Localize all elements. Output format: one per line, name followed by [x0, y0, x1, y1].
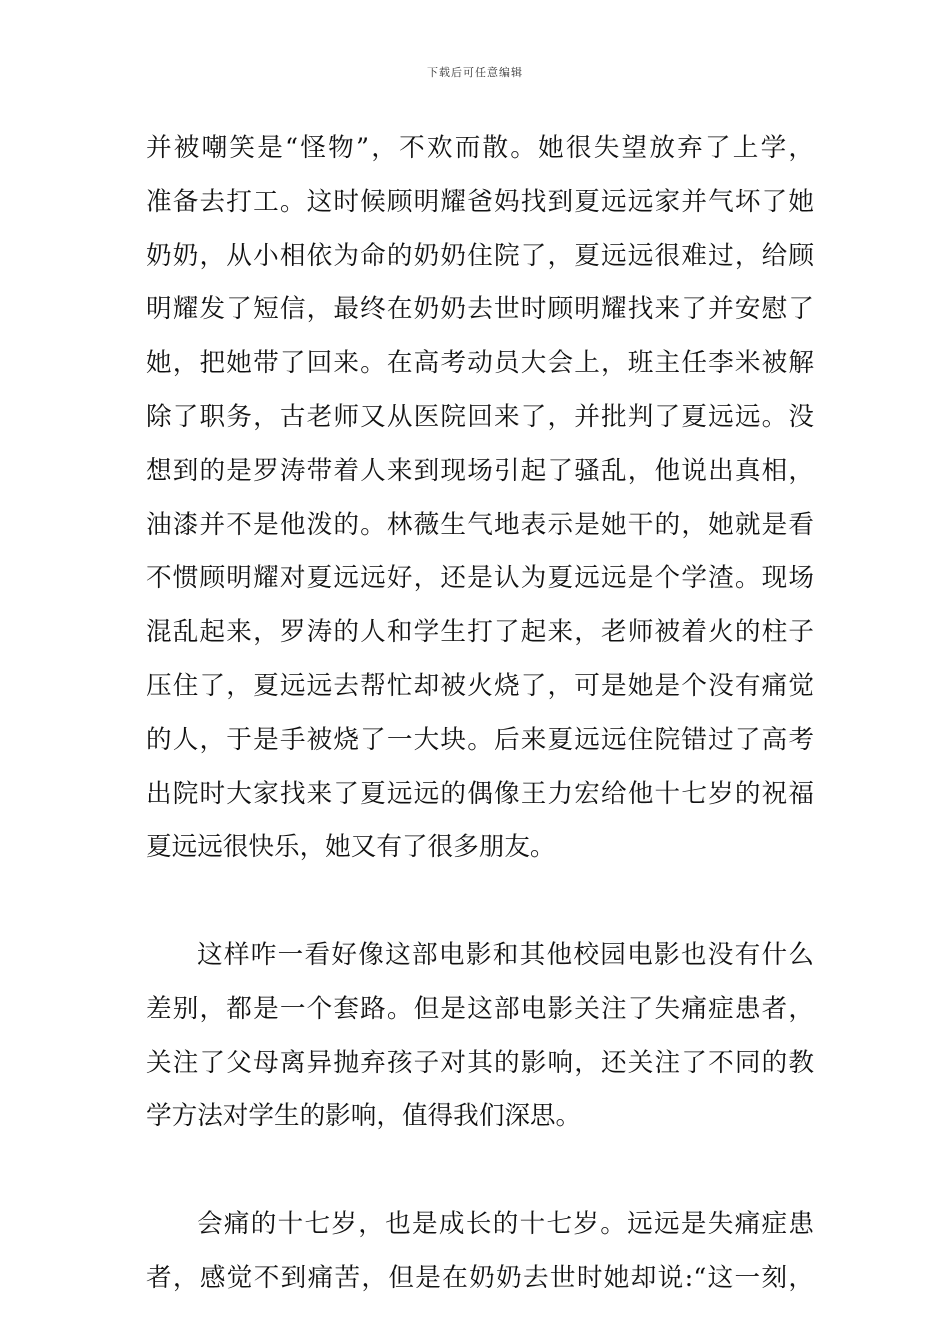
text-line: 不惯顾明耀对夏远远好，还是认为夏远远是个学渣。现场 — [146, 563, 814, 594]
document-body — [146, 122, 814, 1306]
download-edit-note: 下载后可任意编辑 — [427, 66, 523, 79]
text-line: 明耀发了短信，最终在奶奶去世时顾明耀找来了并安慰了 — [146, 294, 814, 325]
text-line: 除了职务，古老师又从医院回来了，并批判了夏远远。没 — [146, 401, 814, 432]
text-line: 并被嘲笑是“怪物”，不欢而散。她很失望放弃了上学， — [146, 133, 814, 163]
text-line: 出院时大家找来了夏远远的偶像王力宏给他十七岁的祝福 — [146, 778, 814, 809]
paragraph-analysis — [146, 929, 814, 1144]
paragraph-story-summary — [146, 122, 814, 875]
text-line: 这样咋一看好像这部电影和其他校园电影也没有什么 — [197, 939, 814, 970]
text-line: 混乱起来，罗涛的人和学生打了起来，老师被着火的柱子 — [146, 617, 814, 648]
text-line: 会痛的十七岁，也是成长的十七岁。远远是失痛症患 — [197, 1208, 814, 1239]
text-line: 夏远远很快乐，她又有了很多朋友。 — [146, 832, 556, 863]
text-line: 的人，于是手被烧了一大块。后来夏远远住院错过了高考 — [146, 724, 814, 755]
text-line: 奶奶，从小相依为命的奶奶住院了，夏远远很难过，给顾 — [146, 240, 814, 271]
text-line: 压住了，夏远远去帮忙却被火烧了，可是她是个没有痛觉 — [146, 670, 814, 701]
text-line: 准备去打工。这时候顾明耀爸妈找到夏远远家并气坏了她 — [146, 186, 814, 217]
text-line: 油漆并不是他泼的。林薇生气地表示是她干的，她就是看 — [146, 509, 814, 540]
paragraph-reflection — [146, 1198, 814, 1306]
text-line: 差别，都是一个套路。但是这部电影关注了失痛症患者， — [146, 993, 814, 1024]
text-line: 她，把她带了回来。在高考动员大会上，班主任李米被解 — [146, 348, 814, 379]
text-line: 学方法对学生的影响，值得我们深思。 — [146, 1101, 582, 1132]
paragraph-spacer — [146, 875, 814, 929]
text-line: 关注了父母离异抛弃孩子对其的影响，还关注了不同的教 — [146, 1047, 814, 1078]
text-line: 者，感觉不到痛苦，但是在奶奶去世时她却说:“这一刻， — [146, 1262, 814, 1293]
text-line: 想到的是罗涛带着人来到现场引起了骚乱，他说出真相， — [146, 455, 814, 486]
paragraph-spacer — [146, 1144, 814, 1198]
